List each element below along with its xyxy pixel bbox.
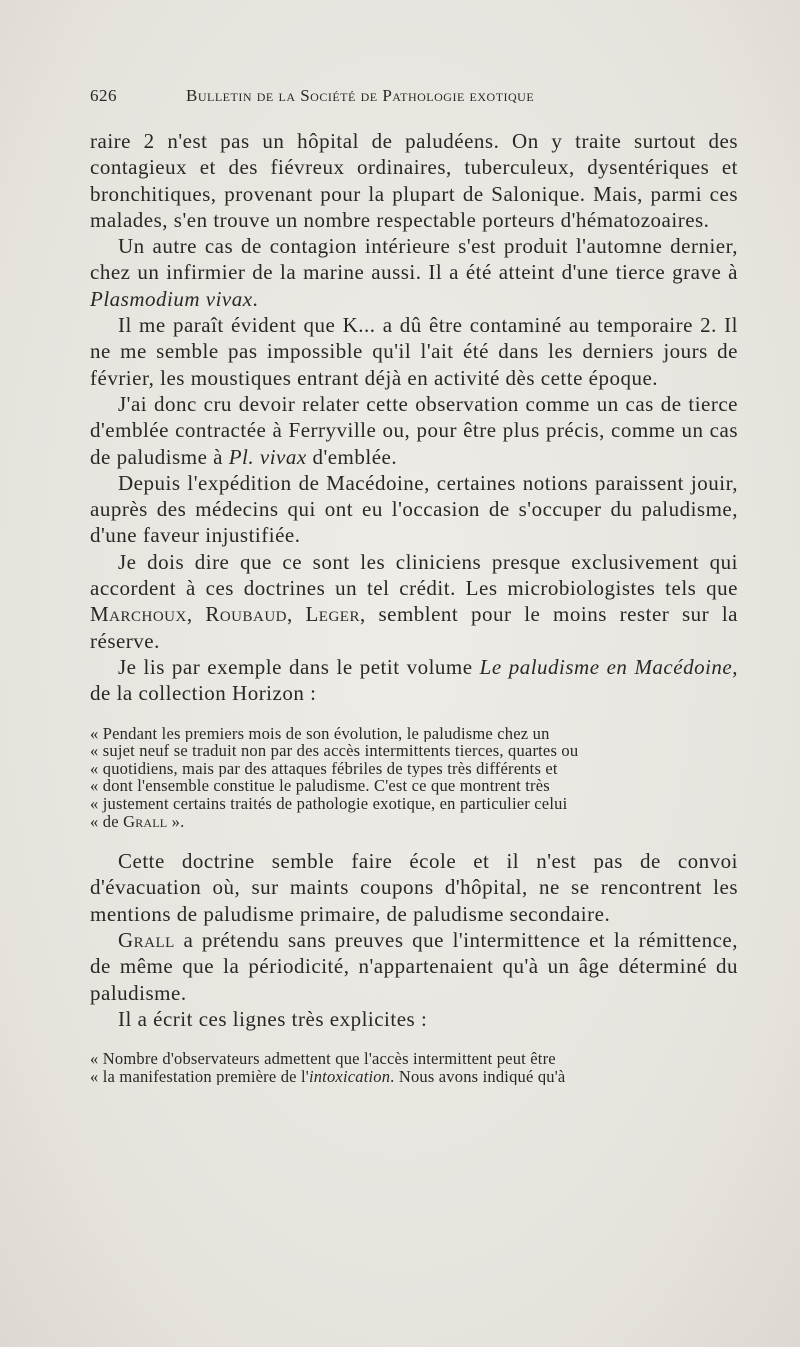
quote-line-last bbox=[90, 813, 738, 831]
quote-line-end: ». bbox=[167, 812, 185, 831]
quote-line: « dont l'ensemble constitue le paludisme. C'est ce que montrent très bbox=[90, 777, 550, 795]
paragraph-8 bbox=[90, 848, 738, 927]
author-roubaud: Roubaud bbox=[205, 602, 288, 627]
quote-line: « Nombre d'observateurs admettent que l'accès intermittent peut être bbox=[90, 1050, 556, 1068]
species-abbrev: Pl. vivax bbox=[228, 444, 307, 469]
paragraph-4-text: J'ai donc cru devoir relater cette observation comme un cas de tierce d'emblée contractée à Ferryville ou, pour être plus précis, comme un cas de paludisme à bbox=[90, 391, 738, 469]
paragraph-6-end: , semblent pour le moins rester sur la réserve. bbox=[90, 602, 739, 653]
emphasized-term: intoxication bbox=[308, 1067, 391, 1086]
author-grall: Grall bbox=[123, 812, 168, 831]
paragraph-9 bbox=[90, 927, 738, 1006]
quote-line-end: . Nous avons indiqué qu'à bbox=[390, 1067, 566, 1086]
paragraph-8-text: Cette doctrine semble faire école et il n'est pas de convoi d'évacuation où, sur maints coupons d'hôpital, ne se rencontrent les mentions de paludisme primaire, de paludisme secondaire. bbox=[90, 849, 738, 926]
quote-line: « justement certains traités de pathologie exotique, en particulier celui bbox=[90, 794, 568, 813]
quote-line-start: « de bbox=[90, 812, 124, 831]
paragraph-2-end: . bbox=[252, 286, 259, 311]
paragraph-7-text: Je lis par exemple dans le petit volume bbox=[118, 654, 480, 679]
paragraph-7 bbox=[90, 654, 738, 707]
author-grall: Grall bbox=[118, 927, 175, 952]
block-quote-1 bbox=[90, 725, 738, 831]
paragraph-6-text: Je dois dire que ce sont les cliniciens presque exclusivement qui accordent à ces doctrines un tel crédit. Les microbiologistes tels que bbox=[90, 549, 738, 601]
author-leger: Leger bbox=[305, 602, 360, 627]
paragraph-5 bbox=[90, 470, 738, 549]
paragraph-10 bbox=[90, 1006, 738, 1032]
paragraph-9-text: a prétendu sans preuves que l'intermittence et la rémittence, de même que la périodicité, n'appartenaient qu'à un âge déterminé du paludisme. bbox=[90, 927, 738, 1005]
paragraph-7-end: , de la collection Horizon : bbox=[90, 654, 738, 706]
block-quote-2 bbox=[90, 1050, 738, 1085]
quote-line: « sujet neuf se traduit non par des accès intermittents tierces, quartes ou bbox=[90, 742, 579, 760]
paragraph-6 bbox=[90, 549, 738, 654]
paragraph-2-text: Un autre cas de contagion intérieure s'est produit l'automne dernier, chez un infirmier de la marine aussi. Il a été atteint d'une tierce grave à bbox=[90, 234, 738, 285]
paragraph-10-text: Il a écrit ces lignes très explicites : bbox=[118, 1006, 428, 1031]
paragraph-3 bbox=[90, 312, 738, 391]
paragraph-4-end: d'emblée. bbox=[306, 444, 398, 469]
running-title: Bulletin de la Société de Pathologie exotique bbox=[186, 86, 535, 105]
paragraph-2 bbox=[90, 233, 738, 312]
species-name: Plasmodium vivax bbox=[90, 286, 253, 311]
quote-line: « Pendant les premiers mois de son évolution, le paludisme chez un bbox=[90, 724, 550, 743]
quote-line: « quotidiens, mais par des attaques fébriles de types très différents et bbox=[90, 759, 558, 778]
paragraph-5-text: Depuis l'expédition de Macédoine, certaines notions paraissent jouir, auprès des médecins qui ont eu l'occasion de s'occuper du paludisme, d'une faveur injustifiée. bbox=[90, 470, 738, 548]
author-marchoux: Marchoux bbox=[90, 602, 187, 627]
quote-line bbox=[90, 1068, 738, 1086]
quote-line-start: « la manifestation première de l' bbox=[90, 1067, 309, 1086]
book-title: Le paludisme en Macédoine bbox=[479, 654, 733, 679]
paragraph-4 bbox=[90, 391, 738, 470]
separator: , bbox=[186, 602, 206, 627]
paragraph-1 bbox=[90, 128, 738, 233]
body-text bbox=[90, 128, 738, 1103]
paragraph-3-text: Il me paraît évident que K... a dû être contaminé au temporaire 2. Il ne me semble pas impossible qu'il l'ait été dans les derniers jours de février, les moustiques entrant déjà en activité dès cette époque. bbox=[90, 313, 738, 390]
separator: , bbox=[287, 602, 306, 627]
page-number: 626 bbox=[90, 86, 117, 105]
paragraph-1-text: raire 2 n'est pas un hôpital de paludéens. On y traite surtout des contagieux et des fiévreux ordinaires, tuberculeux, dysentériques et bronchitiques, provenant pour la plupart de Salonique. Mais, parmi ces malades, s'en trouve un nombre respectable porteurs d'hématozoaires. bbox=[90, 129, 738, 232]
